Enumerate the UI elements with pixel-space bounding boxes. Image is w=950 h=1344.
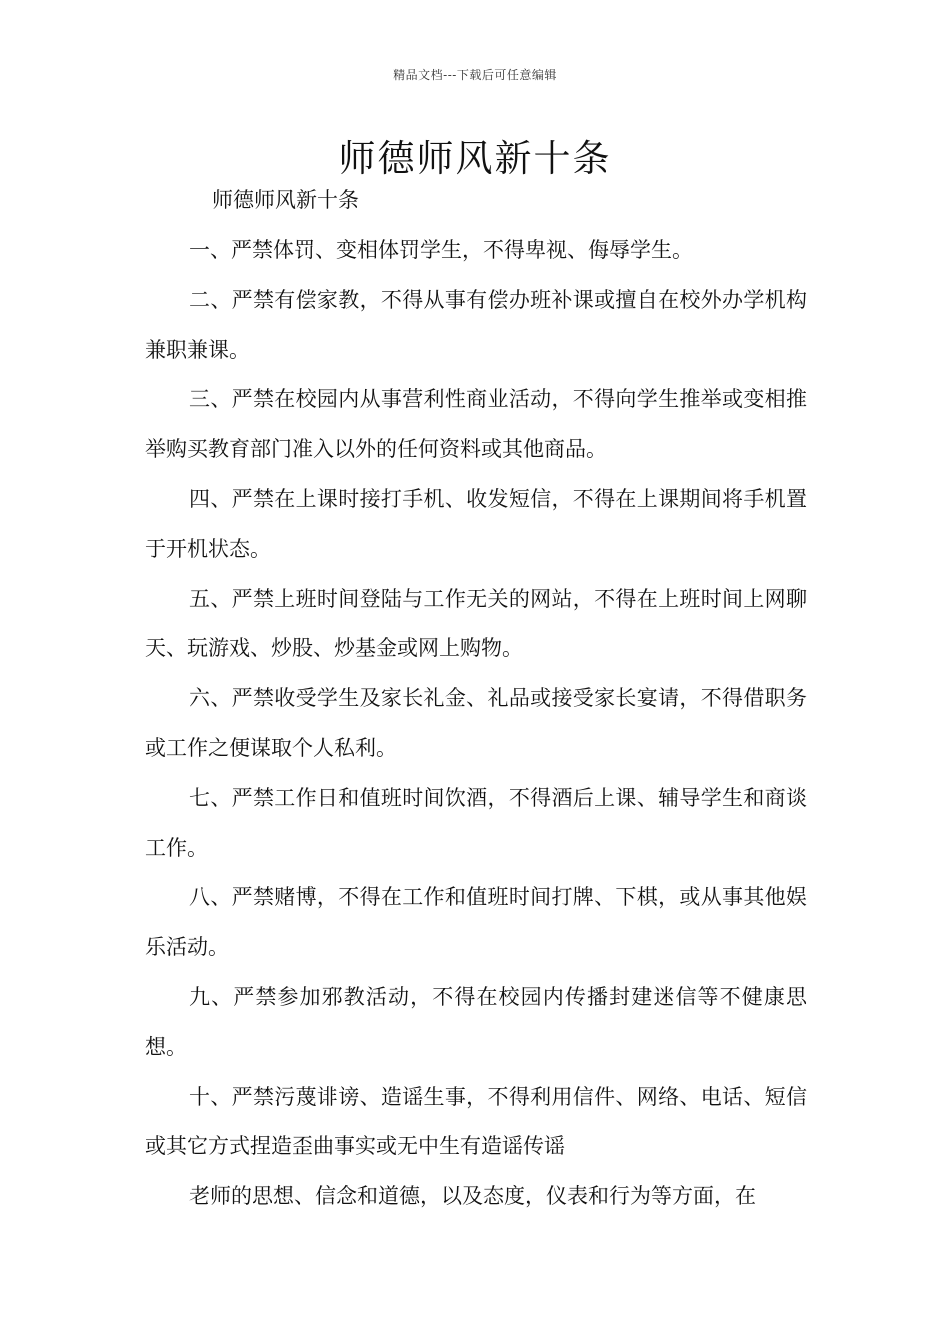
rule-paragraph-5: 五、严禁上班时间登陆与工作无关的网站，不得在上班时间上网聊天、玩游戏、炒股、炒基金或网上购物。 bbox=[145, 586, 807, 661]
rule-paragraph-4: 四、严禁在上课时接打手机、收发短信，不得在上课期间将手机置于开机状态。 bbox=[145, 486, 807, 561]
header-note: 精品文档---下载后可任意编辑 bbox=[393, 68, 557, 82]
rule-paragraph-1: 一、严禁体罚、变相体罚学生，不得卑视、侮辱学生。 bbox=[189, 238, 693, 262]
rule-paragraph-8: 八、严禁赌博，不得在工作和值班时间打牌、下棋，或从事其他娱乐活动。 bbox=[145, 885, 807, 960]
rule-paragraph-6: 六、严禁收受学生及家长礼金、礼品或接受家长宴请，不得借职务或工作之便谋取个人私利。 bbox=[145, 686, 807, 760]
document-title: 师德师风新十条 bbox=[338, 137, 612, 180]
rule-paragraph-7: 七、严禁工作日和值班时间饮酒，不得酒后上课、辅导学生和商谈工作。 bbox=[145, 785, 807, 860]
document-subtitle: 师德师风新十条 bbox=[212, 188, 359, 212]
document-body bbox=[145, 226, 807, 1222]
rule-paragraph-9: 九、严禁参加邪教活动，不得在校园内传播封建迷信等不健康思想。 bbox=[145, 984, 807, 1059]
rule-paragraph-10: 十、严禁污蔑诽谤、造谣生事，不得利用信件、网络、电话、短信或其它方式捏造歪曲事实或无中生有造谣传谣 bbox=[145, 1084, 807, 1159]
rule-paragraph-3: 三、严禁在校园内从事营利性商业活动，不得向学生推举或变相推举购买教育部门准入以外的任何资料或其他商品。 bbox=[145, 387, 807, 462]
rule-paragraph-2: 二、严禁有偿家教，不得从事有偿办班补课或擅自在校外办学机构兼职兼课。 bbox=[145, 287, 807, 362]
closing-paragraph: 老师的思想、信念和道德，以及态度，仪表和行为等方面，在 bbox=[189, 1184, 756, 1209]
